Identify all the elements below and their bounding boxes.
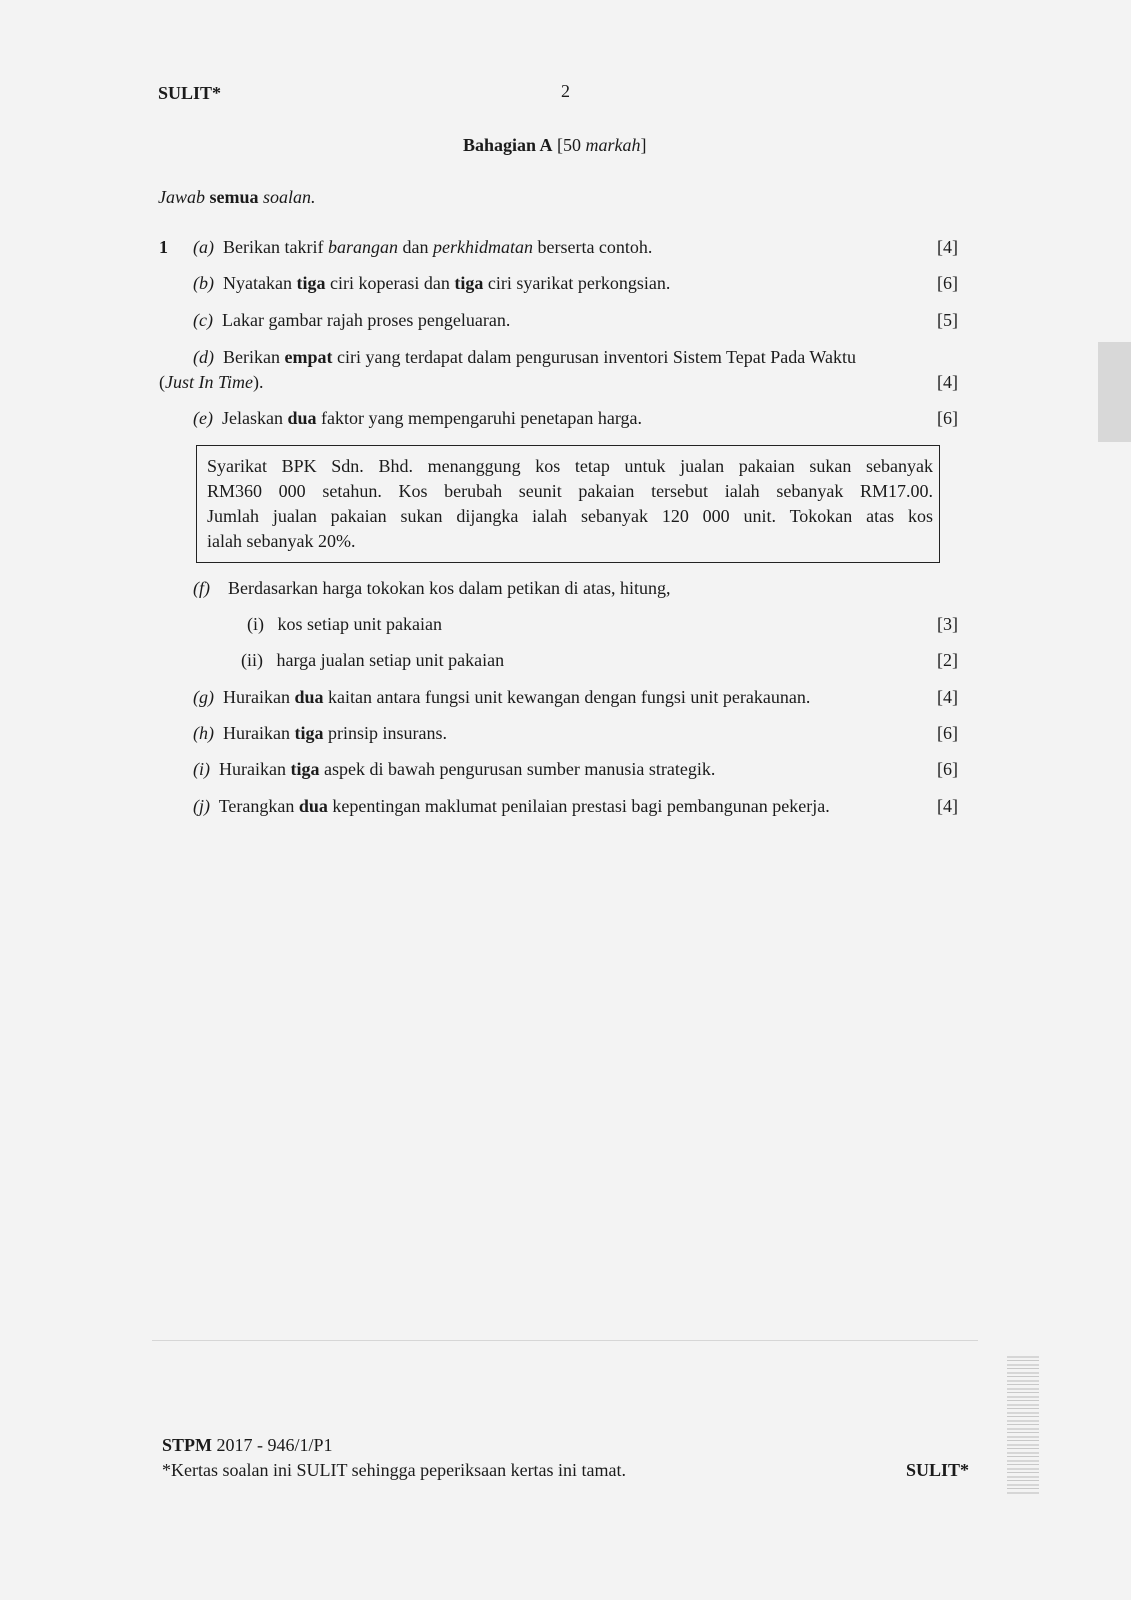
part-f-ii: (ii) harga jualan setiap unit pakaian [241, 650, 505, 670]
mark-c: [5] [937, 310, 958, 330]
passage-line-3: Jumlah jualan pakaian sukan dijangka ialah sebanyak 120 000 unit. Tokokan atas kos [207, 506, 933, 526]
footer-sulit: SULIT* [906, 1460, 970, 1480]
part-f-i: (i) kos setiap unit pakaian [247, 614, 442, 634]
page-number: 2 [561, 81, 570, 101]
footer-note: *Kertas soalan ini SULIT sehingga peperiksaan kertas ini tamat. [162, 1460, 627, 1480]
part-h: (h) Huraikan tiga prinsip insurans. [193, 723, 447, 743]
part-f: (f) Berdasarkan harga tokokan kos dalam petikan di atas, hitung, [193, 578, 671, 598]
mark-f-ii: [2] [937, 650, 958, 670]
mark-e: [6] [937, 408, 958, 428]
part-a: (a) Berikan takrif barangan dan perkhidmatan berserta contoh. [193, 237, 653, 257]
part-d-line2: (Just In Time). [159, 372, 264, 392]
passage-line-4: ialah sebanyak 20%. [207, 531, 356, 551]
part-g: (g) Huraikan dua kaitan antara fungsi unit kewangan dengan fungsi unit perakaunan. [193, 687, 811, 707]
mark-h: [6] [937, 723, 958, 743]
mark-g: [4] [937, 687, 958, 707]
mark-i: [6] [937, 759, 958, 779]
part-d: (d) Berikan empat ciri yang terdapat dalam pengurusan inventori Sistem Tepat Pada Waktu [193, 347, 856, 367]
mark-a: [4] [937, 237, 958, 257]
mark-d: [4] [937, 372, 958, 392]
header-sulit: SULIT* [158, 83, 222, 103]
mark-f-i: [3] [937, 614, 958, 634]
section-title: Bahagian A [50 markah] [463, 135, 647, 155]
mark-b: [6] [937, 273, 958, 293]
part-e: (e) Jelaskan dua faktor yang mempengaruhi penetapan harga. [193, 408, 643, 428]
part-b: (b) Nyatakan tiga ciri koperasi dan tiga ciri syarikat perkongsian. [193, 273, 671, 293]
passage-line-1: Syarikat BPK Sdn. Bhd. menanggung kos tetap untuk jualan pakaian sukan sebanyak [207, 456, 933, 476]
mark-j: [4] [937, 796, 958, 816]
show-through-barcode [1007, 1356, 1039, 1496]
part-i: (i) Huraikan tiga aspek di bawah pengurusan sumber manusia strategik. [193, 759, 716, 779]
question-number: 1 [159, 237, 168, 257]
part-j: (j) Terangkan dua kepentingan maklumat penilaian prestasi bagi pembangunan pekerja. [193, 796, 830, 816]
show-through-rule [152, 1340, 978, 1341]
scan-edge-shadow [1098, 342, 1131, 442]
part-c: (c) Lakar gambar rajah proses pengeluaran. [193, 310, 511, 330]
passage-line-2: RM360 000 setahun. Kos berubah seunit pakaian tersebut ialah sebanyak RM17.00. [207, 481, 933, 501]
instruction: Jawab semua soalan. [158, 187, 316, 207]
footer-paper-code: STPM 2017 - 946/1/P1 [162, 1435, 333, 1455]
